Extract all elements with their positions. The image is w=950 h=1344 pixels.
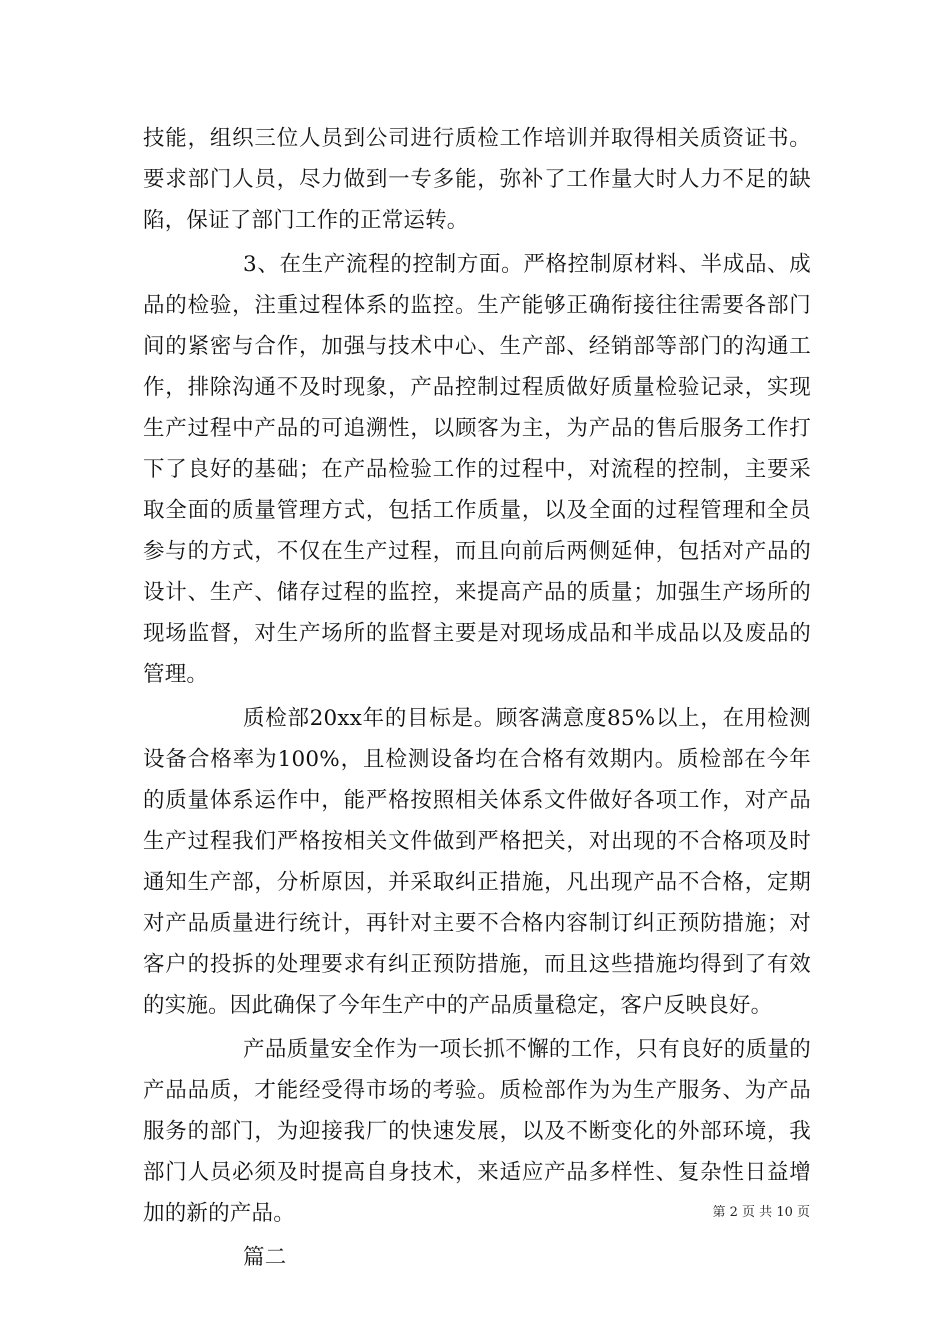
- page-number-footer: 第 2 页 共 10 页: [712, 1205, 810, 1220]
- paragraph-continuation: 技能，组织三位人员到公司进行质检工作培训并取得相关质资证书。要求部门人员，尽力做到一专多能，弥补了工作量大时人力不足的缺陷，保证了部门工作的正常运转。: [143, 126, 811, 233]
- section-heading: 篇二: [243, 1245, 287, 1270]
- paragraph-process-control: 3、在生产流程的控制方面。严格控制原材料、半成品、成品的检验，注重过程体系的监控。生产能够正确衔接往往需要各部门间的紧密与合作，加强与技术中心、生产部、经销部等部门的沟通工作，排除沟通不及时现象，产品控制过程质做好质量检验记录，实现生产过程中产品的可追溯性，以顾客为主，为产品的售后服务工作打下了良好的基础；在产品检验工作的过程中，对流程的控制，主要采取全面的质量管理方式，包括工作质量，以及全面的过程管理和全员参与的方式，不仅在生产过程，而且向前后两侧延伸，包括对产品的设计、生产、储存过程的监控，来提高产品的质量；加强生产场所的现场监督，对生产场所的监督主要是对现场成品和半成品以及废品的管理。: [143, 252, 811, 687]
- document-body: [143, 118, 811, 1278]
- paragraph-quality-safety: 产品质量安全作为一项长抓不懈的工作，只有良好的质量的产品品质，才能经受得市场的考验。质检部作为为生产服务、为产品服务的部门，为迎接我厂的快速发展，以及不断变化的外部环境，我部门人员必须及时提高自身技术，来适应产品多样性、复杂性日益增加的新的产品。: [143, 1037, 811, 1226]
- paragraph-annual-goal: 质检部20xx年的目标是。顾客满意度85%以上，在用检测设备合格率为100%，且检测设备均在合格有效期内。质检部在今年的质量体系运作中，能严格按照相关体系文件做好各项工作，对产品生产过程我们严格按相关文件做到严格把关，对出现的不合格项及时通知生产部，分析原因，并采取纠正措施，凡出现产品不合格，定期对产品质量进行统计，再针对主要不合格内容制订纠正预防措施；对客户的投拆的处理要求有纠正预防措施，而且这些措施均得到了有效的实施。因此确保了今年生产中的产品质量稳定，客户反映良好。: [143, 706, 811, 1018]
